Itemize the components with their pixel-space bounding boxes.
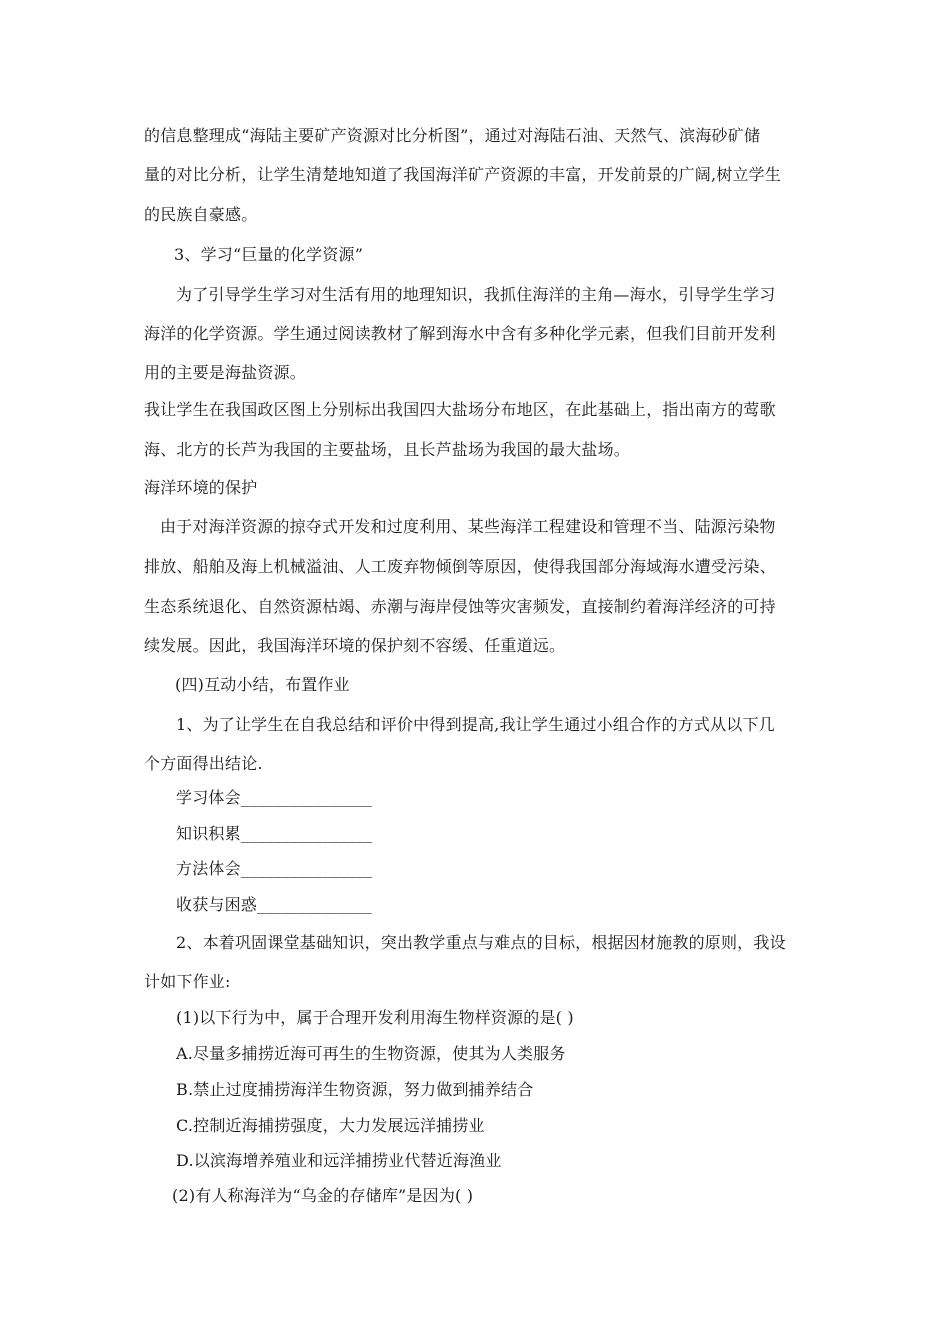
text-line: 计如下作业: (144, 972, 231, 991)
text-line: 海洋的化学资源。学生通过阅读教材了解到海水中含有多种化学元素，但我们目前开发利 (144, 324, 776, 343)
text-line: 生态系统退化、自然资源枯竭、赤潮与海岸侵蚀等灾害频发，直接制约着海洋经济的可持 (144, 597, 776, 616)
answer-option: C.控制近海捕捞强度，大力发展远洋捕捞业 (176, 1116, 485, 1135)
text-line: 海、北方的长芦为我国的主要盐场，且长芦盐场为我国的最大盐场。 (144, 440, 631, 459)
text-line: 的民族自豪感。 (144, 205, 258, 224)
text-line: 2、本着巩固课堂基础知识，突出教学重点与难点的目标，根据因材施教的原则，我设 (176, 933, 786, 952)
answer-option: D.以滨海增养殖业和远洋捕捞业代替近海渔业 (176, 1151, 502, 1170)
text-line: 我让学生在我国政区图上分别标出我国四大盐场分布地区，在此基础上，指出南方的莺歌 (144, 400, 776, 419)
text-line: 排放、船舶及海上机械溢油、人工废弃物倾倒等原因，使得我国部分海域海水遭受污染、 (144, 557, 776, 576)
answer-option: B.禁止过度捕捞海洋生物资源，努力做到捕养结合 (176, 1080, 534, 1099)
blank-field: 方法体会________________ (176, 859, 373, 878)
section-heading: 海洋环境的保护 (144, 478, 258, 497)
text-line: 的信息整理成“海陆主要矿产资源对比分析图”，通过对海陆石油、天然气、滨海砂矿储 (144, 126, 761, 145)
text-line: 1、为了让学生在自我总结和评价中得到提高,我让学生通过小组合作的方式从以下几 (176, 715, 775, 734)
question: (2)有人称海洋为“乌金的存储库”是因为( ) (172, 1186, 474, 1205)
section-heading: (四)互动小结，布置作业 (175, 675, 350, 694)
text-line: 由于对海洋资源的掠夺式开发和过度利用、某些海洋工程建设和管理不当、陆源污染物 (160, 517, 776, 536)
answer-option: A.尽量多捕捞近海可再生的生物资源，使其为人类服务 (176, 1044, 566, 1063)
blank-field: 收获与困惑______________ (176, 895, 372, 914)
blank-field: 知识积累________________ (176, 824, 373, 843)
text-line: 续发展。因此，我国海洋环境的保护刻不容缓、任重道远。 (144, 636, 566, 655)
text-line: 个方面得出结论. (144, 754, 263, 773)
text-line: 为了引导学生学习对生活有用的地理知识，我抓住海洋的主角—海水，引导学生学习 (176, 285, 776, 304)
text-line: 量的对比分析，让学生清楚地知道了我国海洋矿产资源的丰富，开发前景的广阔,树立学生 (144, 165, 782, 184)
text-line: 用的主要是海盐资源。 (144, 363, 307, 382)
blank-field: 学习体会________________ (176, 788, 373, 807)
question: (1)以下行为中，属于合理开发利用海生物样资源的是( ) (176, 1008, 574, 1027)
section-heading: 3、学习“巨量的化学资源” (174, 245, 364, 264)
